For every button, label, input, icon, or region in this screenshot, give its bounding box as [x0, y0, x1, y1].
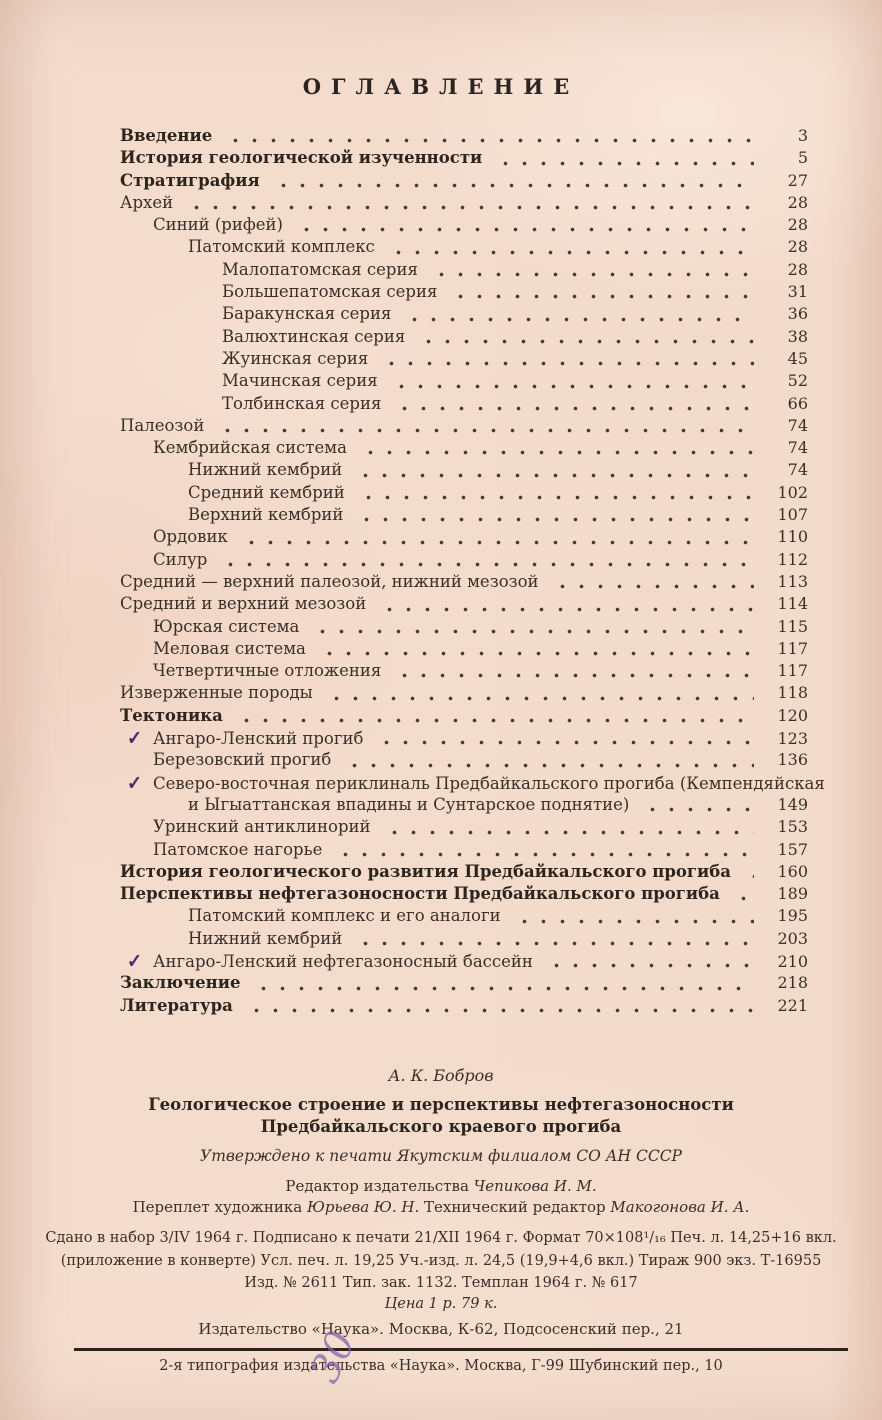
toc-entry-label: Заключение [120, 973, 241, 993]
toc-page-number: 203 [777, 928, 808, 948]
dot-leader [334, 852, 754, 857]
colophon-block [0, 1227, 882, 1295]
dot-leader [494, 161, 754, 166]
toc-entry [120, 929, 808, 951]
approval-line: Утверждено к печати Якутским филиалом СО АН СССР [200, 1147, 682, 1165]
toc-entry [120, 617, 808, 639]
handwritten-ink-mark: 30 [301, 1324, 366, 1390]
toc-entry [120, 527, 808, 549]
toc-entry [120, 416, 808, 438]
toc-entry-label: Нижний кембрий [188, 460, 343, 480]
publisher-line: Издательство «Наука». Москва, К-62, Подсосенский пер., 21 [198, 1319, 684, 1338]
toc-entry-label: Патомское нагорье [153, 839, 323, 859]
toc-entry [120, 171, 808, 193]
toc-entry-label: Изверженные породы [120, 683, 313, 703]
toc-entry-label: История геологического развития Предбайкальского прогиба [120, 861, 731, 881]
dot-leader [417, 339, 754, 344]
toc-page-number: 52 [787, 371, 808, 391]
toc-entry-label: История геологической изученности [120, 148, 483, 168]
dot-leader [449, 294, 754, 299]
toc-entry [120, 327, 808, 349]
toc-entry [120, 862, 808, 884]
dot-leader [551, 584, 754, 589]
dot-leader [641, 807, 754, 812]
toc-entry [120, 706, 808, 728]
dot-leader [732, 896, 754, 901]
toc-page-number: 28 [787, 192, 808, 212]
toc-page-number: 195 [777, 906, 808, 926]
toc-page-number: 113 [777, 571, 808, 591]
toc-page-number: 118 [777, 683, 808, 703]
toc-page-number: 221 [777, 995, 808, 1015]
toc-page-number: 120 [777, 705, 808, 725]
toc-entry [120, 126, 808, 148]
toc-entry [120, 639, 808, 661]
toc-page-number: 114 [777, 594, 808, 614]
toc-entry [120, 795, 808, 817]
toc-page-number: 117 [777, 638, 808, 658]
toc-entry-label: Перспективы нефтегазоносности Предбайкальского прогиба [120, 884, 720, 904]
toc-entry [120, 840, 808, 862]
toc-entry-label: Ангаро-Ленский нефтегазоносный бассейн [153, 951, 533, 971]
toc-page-number: 45 [787, 348, 808, 368]
toc-entry [120, 594, 808, 616]
book-title-line1: Геологическое строение и перспективы нефтегазоносности [148, 1095, 734, 1114]
toc-entry [120, 572, 808, 594]
binding-line [0, 1197, 882, 1218]
toc-entry [120, 349, 808, 371]
dot-leader [387, 250, 754, 255]
colophon-line3: Изд. № 2611 Тип. зак. 1132. Темплан 1964 г. № 617 [244, 1275, 638, 1291]
checkmark-icon: ✓ [127, 727, 143, 750]
toc-entry [120, 237, 808, 259]
toc-entry [120, 460, 808, 482]
toc-entry [120, 550, 808, 572]
dot-leader [383, 830, 754, 835]
dot-leader [354, 473, 754, 478]
toc-page-number: 28 [787, 237, 808, 257]
toc-entry-label: Литература [120, 995, 233, 1015]
toc-page-number: 5 [797, 148, 808, 168]
toc-entry-label: Уринский антиклинорий [153, 817, 371, 837]
dot-leader [272, 183, 754, 188]
toc-entry-label: Большепатомская серия [222, 282, 438, 302]
toc-page-number: 102 [777, 482, 808, 502]
dot-leader [235, 718, 754, 723]
toc-entry [120, 973, 808, 995]
price-line: Цена 1 р. 79 к. [384, 1295, 498, 1312]
toc-entry-label: Стратиграфия [120, 170, 260, 190]
toc-page-number: 107 [777, 505, 808, 525]
toc-entry [120, 817, 808, 839]
dot-leader [354, 941, 754, 946]
toc-entry-label: Средний и верхний мезозой [120, 594, 367, 614]
toc-page-number: 27 [787, 170, 808, 190]
toc-entry-label: Средний — верхний палеозой, нижний мезозой [120, 571, 539, 591]
toc-entry [120, 951, 808, 973]
dot-leader [224, 138, 754, 143]
tech-editor-prefix: Технический редактор [419, 1198, 611, 1216]
toc-page-number: 31 [787, 282, 808, 302]
author-name: А. К. Бобров [388, 1066, 494, 1085]
toc-entry [120, 304, 808, 326]
toc-page-number: 210 [777, 951, 808, 971]
toc-page-number: 149 [777, 794, 808, 814]
dot-leader [375, 740, 754, 745]
toc-page-number: 112 [777, 549, 808, 569]
colophon-line1: Сдано в набор 3/IV 1964 г. Подписано к печати 21/XII 1964 г. Формат 70×108¹/₁₆ Печ. л. 14,25+16 вкл. [45, 1230, 837, 1246]
toc-entry-label: Синий (рифей) [153, 215, 283, 235]
checkmark-icon: ✓ [127, 771, 143, 795]
toc-entry-label: Ордовик [153, 527, 228, 547]
toc-page-number: 74 [787, 415, 808, 435]
toc-page-number: 74 [787, 438, 808, 458]
toc-page-number: 123 [777, 729, 808, 749]
dot-leader [311, 629, 754, 634]
toc-page-number: 3 [797, 126, 808, 145]
toc-entry-label: Мачинская серия [222, 371, 378, 391]
editor-name: Чепикова И. М. [473, 1177, 597, 1195]
toc-entry-label: Валюхтинская серия [222, 326, 406, 346]
toc-page-number: 110 [777, 527, 808, 547]
toc-entry [120, 906, 808, 928]
dot-leader [743, 874, 754, 879]
toc-entry [120, 148, 808, 170]
toc-page-number: 74 [787, 460, 808, 480]
editor-prefix: Редактор издательства [285, 1177, 474, 1195]
binding-prefix: Переплет художника [132, 1198, 307, 1216]
toc-entry-label: Ангаро-Ленский прогиб [153, 729, 364, 749]
toc-entry-label: Силур [153, 549, 208, 569]
dot-leader [318, 651, 754, 656]
toc-page-number: 153 [777, 817, 808, 837]
toc-page-number: 38 [787, 326, 808, 346]
toc-entry-label: Тектоника [120, 705, 223, 725]
dot-leader [252, 986, 754, 991]
toc-entry-label: Архей [120, 192, 174, 212]
dot-leader [216, 428, 754, 433]
toc-entry [120, 728, 808, 750]
book-title-line2: Предбайкальского краевого прогиба [260, 1117, 622, 1136]
toc-entry [120, 683, 808, 705]
dot-leader [403, 317, 754, 322]
toc-entry-label: и Ыгыаттанская впадины и Сунтарское поднятие) [188, 794, 630, 814]
toc-page-number: 117 [777, 661, 808, 681]
toc-entry-label: Северо-восточная периклиналь Предбайкальского прогиба (Кемпендяйская [153, 773, 825, 793]
toc-entry-label: Патомский комплекс [188, 237, 375, 257]
colophon-line2: (приложение в конверте) Усл. печ. л. 19,25 Уч.-изд. л. 24,5 (19,9+4,6 вкл.) Тираж 900 экз. Т-16955 [60, 1252, 822, 1269]
checkmark-icon: ✓ [127, 950, 143, 973]
toc-entry-label: Введение [120, 126, 213, 145]
toc-entry [120, 505, 808, 527]
dot-leader [240, 540, 754, 545]
dot-leader [545, 963, 754, 968]
toc-entry-label: Кембрийская система [153, 438, 347, 458]
dot-leader [295, 227, 754, 232]
dot-leader [357, 495, 754, 500]
toc-entry-label: Жуинская серия [222, 348, 369, 368]
toc-page-number: 36 [787, 304, 808, 324]
toc-page-number: 160 [777, 861, 808, 881]
toc-entry [120, 282, 808, 304]
toc-entry-label: Верхний кембрий [188, 505, 344, 525]
toc-entry [120, 884, 808, 906]
toc-page-number: 136 [777, 750, 808, 770]
toc-entry-label: Меловая система [153, 638, 306, 658]
toc-page-number: 28 [787, 215, 808, 235]
printer-line: 2-я типография издательства «Наука». Москва, Г-99 Шубинский пер., 10 [159, 1357, 723, 1374]
toc-page-number: 189 [777, 884, 808, 904]
editor-line [0, 1176, 882, 1197]
toc-entry [120, 438, 808, 460]
toc-list [0, 126, 882, 1018]
binding-artist-name: Юрьева Ю. Н. [306, 1198, 420, 1216]
dot-leader [343, 763, 754, 768]
dot-leader [513, 919, 754, 924]
tech-editor-name: Макогонова И. А. [610, 1198, 750, 1216]
toc-entry [120, 193, 808, 215]
dot-leader [430, 272, 754, 277]
dot-leader [355, 517, 754, 522]
toc-entry-label: Средний кембрий [188, 482, 345, 502]
dot-leader [380, 361, 754, 366]
toc-entry [120, 371, 808, 393]
toc-page-number: 28 [787, 259, 808, 279]
toc-entry [120, 260, 808, 282]
toc-entry [120, 661, 808, 683]
toc-page-number: 157 [777, 839, 808, 859]
toc-entry [120, 996, 808, 1018]
toc-entry-label: Малопатомская серия [222, 259, 418, 279]
toc-entry [120, 771, 825, 795]
dot-leader [390, 384, 754, 389]
dot-leader [393, 673, 754, 678]
dot-leader [219, 562, 754, 567]
toc-page-number: 218 [777, 973, 808, 993]
toc-entry [120, 483, 808, 505]
toc-entry [120, 215, 808, 237]
dot-leader [359, 450, 754, 455]
dot-leader [185, 205, 754, 210]
toc-page-number: 115 [777, 616, 808, 636]
editors-block [0, 1176, 882, 1218]
toc-entry-label: Палеозой [120, 415, 205, 435]
dot-leader [393, 406, 754, 411]
toc-entry-label: Баракунская серия [222, 304, 392, 324]
dot-leader [378, 607, 754, 612]
imprint-block [0, 1066, 882, 1374]
toc-entry [120, 750, 808, 772]
toc-entry-label: Юрская система [153, 616, 300, 636]
toc-page-number: 66 [787, 393, 808, 413]
page-title: ОГЛАВЛЕНИЕ [302, 74, 580, 99]
toc-entry-label: Патомский комплекс и его аналоги [188, 906, 501, 926]
toc-entry-label: Березовский прогиб [153, 750, 332, 770]
book-title [0, 1094, 882, 1138]
toc-entry-label: Четвертичные отложения [153, 661, 382, 681]
toc-entry-label: Толбинская серия [222, 393, 382, 413]
dot-leader [325, 696, 754, 701]
divider-rule [74, 1348, 848, 1351]
toc-entry-label: Нижний кембрий [188, 928, 343, 948]
toc-entry [120, 394, 808, 416]
dot-leader [245, 1008, 754, 1013]
